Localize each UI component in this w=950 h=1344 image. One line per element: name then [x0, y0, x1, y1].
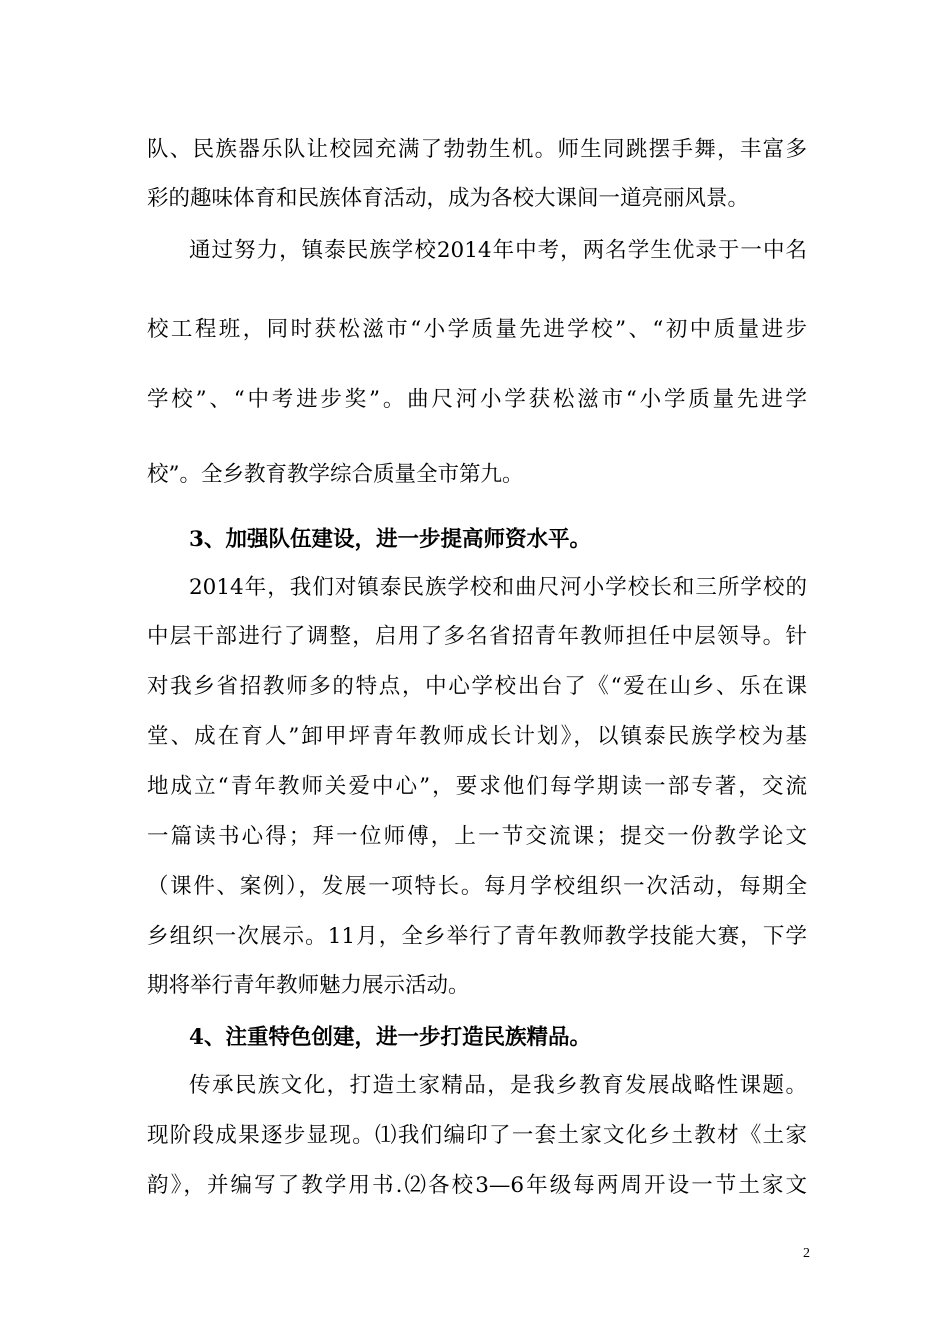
paragraph-line: 队、民族器乐队让校园充满了勃勃生机。师生同跳摆手舞，丰富多: [147, 137, 807, 162]
paragraph-line: 一篇读书心得；拜一位师傅，上一节交流课；提交一份教学论文: [147, 824, 807, 849]
paragraph-line: 韵》，并编写了教学用书.⑵各校3—6年级每两周开设一节土家文: [147, 1173, 807, 1198]
paragraph-line: 堂、成在育人”卸甲坪青年教师成长计划》，以镇泰民族学校为基: [147, 724, 807, 749]
paragraph-line: 通过努力，镇泰民族学校2014年中考，两名学生优录于一中名: [189, 238, 807, 263]
paragraph-line: 2014年，我们对镇泰民族学校和曲尺河小学校长和三所学校的: [189, 575, 807, 600]
paragraph-line: 传承民族文化，打造土家精品，是我乡教育发展战略性课题。: [189, 1073, 807, 1098]
page-number: 2: [803, 1246, 810, 1261]
paragraph-line: 校工程班，同时获松滋市“小学质量先进学校”、“初中质量进步: [147, 317, 807, 342]
paragraph-line: 中层干部进行了调整，启用了多名省招青年教师担任中层领导。针: [147, 624, 807, 649]
section-heading: 3、加强队伍建设，进一步提高师资水平。: [189, 527, 591, 552]
section-heading: 4、注重特色创建，进一步打造民族精品。: [189, 1025, 591, 1050]
paragraph-line: 期将举行青年教师魅力展示活动。: [147, 973, 470, 998]
paragraph-line: （课件、案例），发展一项特长。每月学校组织一次活动，每期全: [147, 874, 807, 899]
paragraph-line: 乡组织一次展示。11月，全乡举行了青年教师教学技能大赛，下学: [147, 924, 807, 949]
paragraph-line: 现阶段成果逐步显现。⑴我们编印了一套土家文化乡土教材《土家: [147, 1123, 807, 1148]
paragraph-line: 彩的趣味体育和民族体育活动，成为各校大课间一道亮丽风景。: [147, 186, 750, 211]
paragraph-line: 对我乡省招教师多的特点，中心学校出台了《“爱在山乡、乐在课: [147, 674, 807, 699]
paragraph-line: 校”。全乡教育教学综合质量全市第九。: [147, 462, 524, 487]
paragraph-line: 地成立“青年教师关爱中心”，要求他们每学期读一部专著，交流: [147, 774, 807, 799]
paragraph-line: 学校”、“中考进步奖”。曲尺河小学获松滋市“小学质量先进学: [147, 387, 807, 412]
